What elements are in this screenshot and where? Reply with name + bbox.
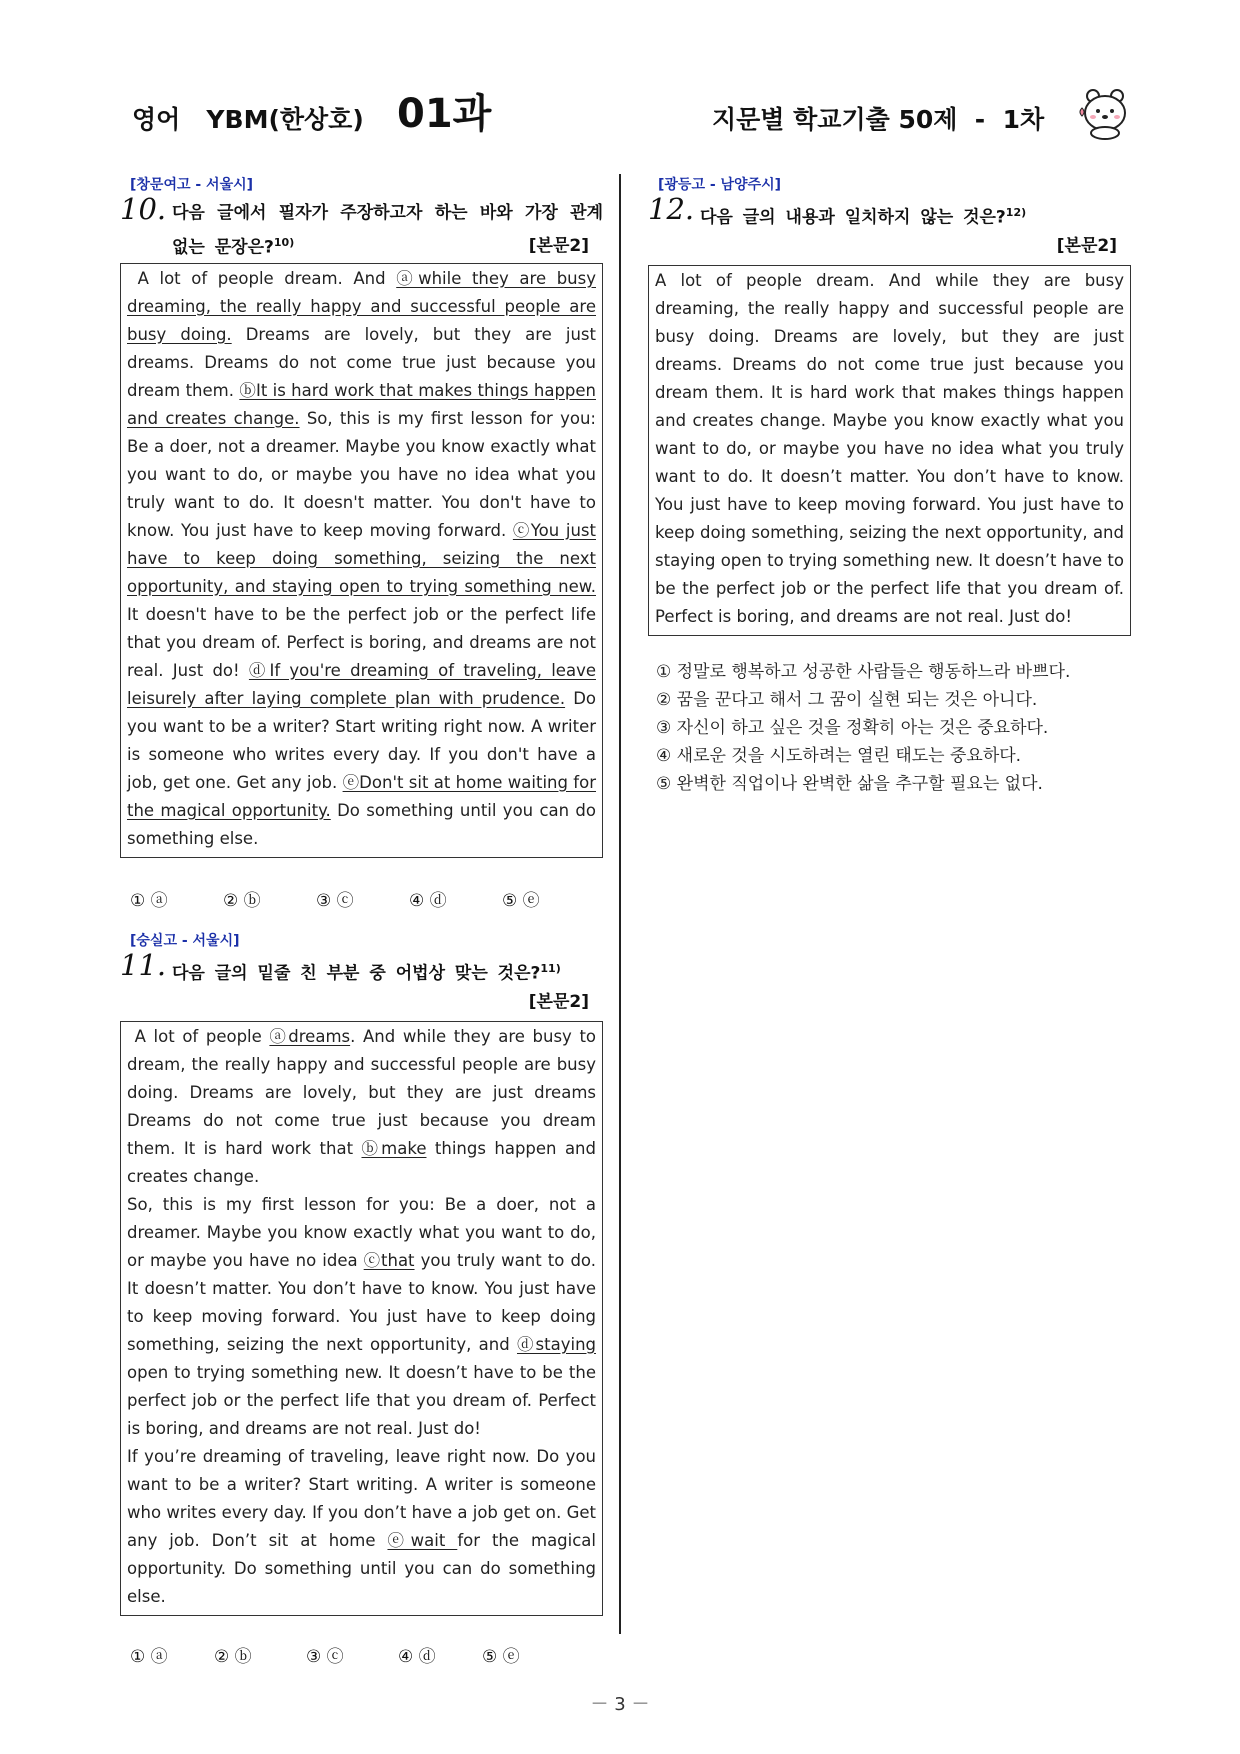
bear-mascot-icon [1078,86,1132,140]
document-title: 지문별 학교기출 50제 - 1차 [712,105,1045,134]
question-10 [120,174,603,911]
choice-5[interactable]: ⑤ ⓔ [502,890,540,911]
answer-choices [120,1642,603,1667]
question-heading [648,192,1131,259]
choice-5[interactable]: ⑤ ⓔ [482,1646,520,1667]
page-number: － 3 － [590,1694,650,1715]
footnote-marker: 11) [540,962,561,975]
footnote-marker: 10) [273,236,295,249]
question-text [172,954,603,989]
question-text [700,198,1131,233]
passage-paragraph: A lot of people ⓐdreams. And while they are busy to dream, the really happy and successful people are busy doing. Dreams are lovely, but they are just dreams Dreams do not come true just because you dream them. It is hard work that ⓑmake things happen and creates change. [127,1026,597,1186]
choice-2[interactable]: ② ⓑ [214,1646,252,1667]
question-12 [648,174,1131,798]
choice-1[interactable]: ① ⓐ [130,890,168,911]
question-prompt: 다음 글에서 필자가 주장하고자 하는 바와 가장 관계 없는 문장은? [172,203,603,258]
choice-4[interactable]: ④ 새로운 것을 시도하려는 열린 태도는 중요하다. [656,745,1022,766]
question-heading [120,948,603,1015]
choice-2[interactable]: ② 꿈을 꾼다고 해서 그 꿈이 실현 되는 것은 아니다. [656,689,1038,710]
footnote-marker: 12) [1005,206,1027,219]
column-divider [619,174,621,1634]
choice-3[interactable]: ③ ⓒ [316,890,354,911]
passage-box [648,265,1131,636]
choice-1[interactable]: ① ⓐ [130,1646,168,1667]
answer-choices [120,886,603,911]
question-heading [120,192,603,259]
choice-4[interactable]: ④ ⓓ [409,890,447,911]
question-number: 12. [648,192,695,226]
passage-paragraph: So, this is my first lesson for you: Be a doer, not a dreamer. Maybe you know exactly what you want to do, or maybe you have no idea ⓒthat you truly want to do. It doesn’t matter. You don’t have to know. You just have to keep moving forward. You just have to keep doing something, seizing the next opportunity, and ⓓstaying open to trying something new. It doesn’t have to be the perfect job or the perfect life that you dream of. Perfect is boring, and dreams are not real. Just do! [127,1194,596,1438]
page-header [0,82,1240,142]
question-number: 11. [120,948,167,982]
question-source: [숭실고 - 서울시] [130,933,240,949]
question-prompt: 다음 글의 밑줄 친 부분 중 어법상 맞는 것은? [172,963,541,984]
answer-choices [648,658,1131,798]
question-prompt: 다음 글의 내용과 일치하지 않는 것은? [700,207,1006,228]
choice-2[interactable]: ② ⓑ [223,890,261,911]
choice-3[interactable]: ③ ⓒ [306,1646,344,1667]
lesson-title: 01과 [397,91,492,137]
subject-label: 영어 YBM(한상호) [132,105,364,134]
passage-tag: [본문2] [528,235,589,256]
passage-tag: [본문2] [1056,235,1117,256]
question-11 [120,930,603,1667]
question-source: [창문여고 - 서울시] [130,177,254,193]
passage-tag: [본문2] [528,991,589,1012]
choice-3[interactable]: ③ 자신이 하고 싶은 것을 정확히 아는 것은 중요하다. [656,717,1049,738]
passage-text: A lot of people dream. And while they are busy dreaming, the really happy and successful people are busy doing. Dreams are lovely, but they are just dreams. Dreams do not come true just because you dream them. It is hard work that makes things happen and creates change. Maybe you know exactly what you want to do, or maybe you have no idea what you truly want to do. It doesn’t matter. You don’t have to know. You just have to keep moving forward. You just have to keep doing something, seizing the next opportunity, and staying open to trying something new. It doesn’t have to be the perfect job or the perfect life that you dream of. Perfect is boring, and dreams are not real. Just do! [655,270,1125,626]
passage-paragraph: If you’re dreaming of traveling, leave right now. Do you want to be a writer? Start writing. A writer is someone who writes every day. If you don’t have a job get on. Get any job. Don’t sit at home ⓔwait for the magical opportunity. Do something until you can do something else. [127,1446,597,1606]
passage-box [120,1021,603,1616]
choice-1[interactable]: ① 정말로 행복하고 성공한 사람들은 행동하느라 바쁘다. [656,661,1071,682]
question-number: 10. [120,192,167,226]
passage-box [120,263,603,858]
passage-text: A lot of people dream. And ⓐwhile they are busy dreaming, the really happy and successful people are busy doing. Dreams are lovely, but they are just dreams. Dreams do not come true just because you dream them. ⓑIt is hard work that makes things happen and creates change. So, this is my first lesson for you: Be a doer, not a dreamer. Maybe you know exactly what you want to do, or maybe you have no idea what you truly want to do. It doesn't matter. You don't have to know. You just have to keep moving forward. ⓒYou just have to keep doing something, seizing the next opportunity, and staying open to trying something new. It doesn't have to be the perfect job or the perfect life that you dream of. Perfect is boring, and dreams are not real. Just do! ⓓIf you're dreaming of traveling, leave leisurely after laying complete plan with prudence. Do you want to be a writer? Start writing right now. A writer is someone who writes every day. If you don't have a job, get one. Get any job. ⓔDon't sit at home waiting for the magical opportunity. Do something until you can do something else. [127,268,596,848]
choice-5[interactable]: ⑤ 완벽한 직업이나 완벽한 삶을 추구할 필요는 없다. [656,773,1043,794]
choice-4[interactable]: ④ ⓓ [398,1646,436,1667]
question-source: [광등고 - 남양주시] [658,177,782,193]
